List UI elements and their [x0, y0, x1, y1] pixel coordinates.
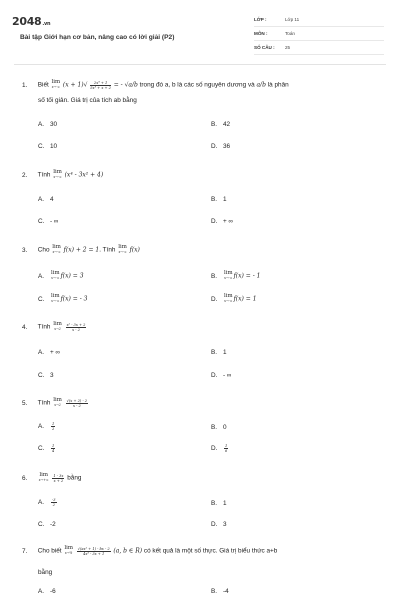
limit-operator: lim x→2 [53, 397, 62, 407]
limit-operator: lim x→+∞ [38, 472, 49, 482]
limit-operator: lim x→-∞ [53, 169, 62, 179]
limit-operator: lim x→-∞ [51, 79, 61, 89]
meta-class: LỚP : Lớp 11 [254, 17, 384, 27]
option-c[interactable]: C. lim x→-∞ f(x) = - 3 [38, 293, 88, 303]
option-b[interactable]: B. 42 [211, 121, 231, 128]
question-3: 3. Cho lim x→-∞ f(x) + 2 = 1. Tính lim x→-∞ f(x) [22, 244, 140, 254]
meta-count: SỐ CÂU : 25 [254, 45, 384, 55]
option-a[interactable]: A. $\frac{-3}{2}$ [38, 498, 56, 507]
question-7-line2: bằng [38, 569, 53, 576]
option-d[interactable]: D. 3 [211, 521, 227, 528]
option-a[interactable]: A. + ∞ [38, 349, 61, 356]
option-d[interactable]: D. 36 [211, 143, 231, 150]
option-b[interactable]: B. 1 [211, 196, 227, 203]
limit-operator: lim x→-∞ [118, 244, 127, 254]
option-b[interactable]: B. lim x→-∞ f(x) = - 1 [211, 270, 261, 280]
fraction: $\frac{\text{2x⁴ + 1}}{\text{5x³ + x + 2}}$ [90, 80, 111, 90]
option-c[interactable]: C. -2 [38, 521, 56, 528]
option-a[interactable]: A. $\frac{1}{2}$ [38, 422, 55, 431]
divider [14, 64, 386, 65]
question-2: 2. Tính lim x→-∞ (x⁴ - 3x² + 4) [22, 169, 104, 179]
option-a[interactable]: A. 4 [38, 196, 54, 203]
limit-operator: lim x→2 [53, 321, 62, 331]
question-7: 7. Cho biết lim x→½ $\frac{\text{√(ax² + 1) - bx - 2}}{\text{4x³ - 3x + 1}}$ (a, b ∈ R) có kết quả là một số thực. Giá trị biểu thức a+b [22, 545, 278, 556]
page-title: Bài tập Giới hạn cơ bản, nâng cao có lời giải (P2) [20, 34, 175, 41]
question-5: 5. Tính lim x→2 $\frac{√(x + 2) - 2}{x - 2}$ [22, 397, 88, 408]
option-c[interactable]: C. $\frac{1}{4}$ [38, 444, 55, 453]
site-logo[interactable]: 2048.vn [12, 15, 51, 28]
option-d[interactable]: D. $\frac{1}{6}$ [211, 444, 228, 453]
fraction: $\frac{\text{x² - 3x + 2}}{x - 2}$ [66, 322, 86, 332]
option-c[interactable]: C. - ∞ [38, 218, 59, 225]
option-c[interactable]: C. 10 [38, 143, 58, 150]
limit-operator: lim x→-∞ [52, 244, 61, 254]
meta-subject: MÔN : Toán [254, 31, 384, 41]
fraction: $\frac{\text{√(ax² + 1) - bx - 2}}{\text{4x³ - 3x + 1}}$ [77, 546, 110, 556]
option-a[interactable]: A. lim x→-∞ f(x) = 3 [38, 270, 84, 280]
question-1: 1. Biết lim x→-∞ (x + 1)√ $\frac{\text{2x⁴ + 1}}{\text{5x³ + x + 2}}$ = - √a/b trong đó a, b là các số nguyên dương và a/b là phân [22, 79, 289, 90]
limit-operator: lim x→½ [64, 545, 73, 555]
option-b[interactable]: B. 1 [211, 349, 227, 356]
option-b[interactable]: B. -4 [211, 588, 229, 595]
fraction: $\frac{√(x + 2) - 2}{x - 2}$ [66, 398, 88, 408]
option-c[interactable]: C. 3 [38, 372, 54, 379]
option-a[interactable]: A. 30 [38, 121, 58, 128]
question-1-line2: số tối giản. Giá trị của tích ab bằng [38, 97, 137, 104]
option-a[interactable]: A. -6 [38, 588, 56, 595]
fraction: $\frac{1 - 3x}{x + 2}$ [53, 473, 64, 483]
question-6: 6. lim x→+∞ $\frac{1 - 3x}{x + 2}$ bằng [22, 472, 82, 483]
option-b[interactable]: B. 1 [211, 500, 227, 507]
option-d[interactable]: D. lim x→-∞ f(x) = 1 [211, 293, 257, 303]
question-4: 4. Tính lim x→2 $\frac{\text{x² - 3x + 2}}{x - 2}$ [22, 321, 86, 332]
option-d[interactable]: D. + ∞ [211, 218, 234, 225]
option-d[interactable]: D. - ∞ [211, 372, 232, 379]
option-b[interactable]: B. 0 [211, 424, 227, 431]
